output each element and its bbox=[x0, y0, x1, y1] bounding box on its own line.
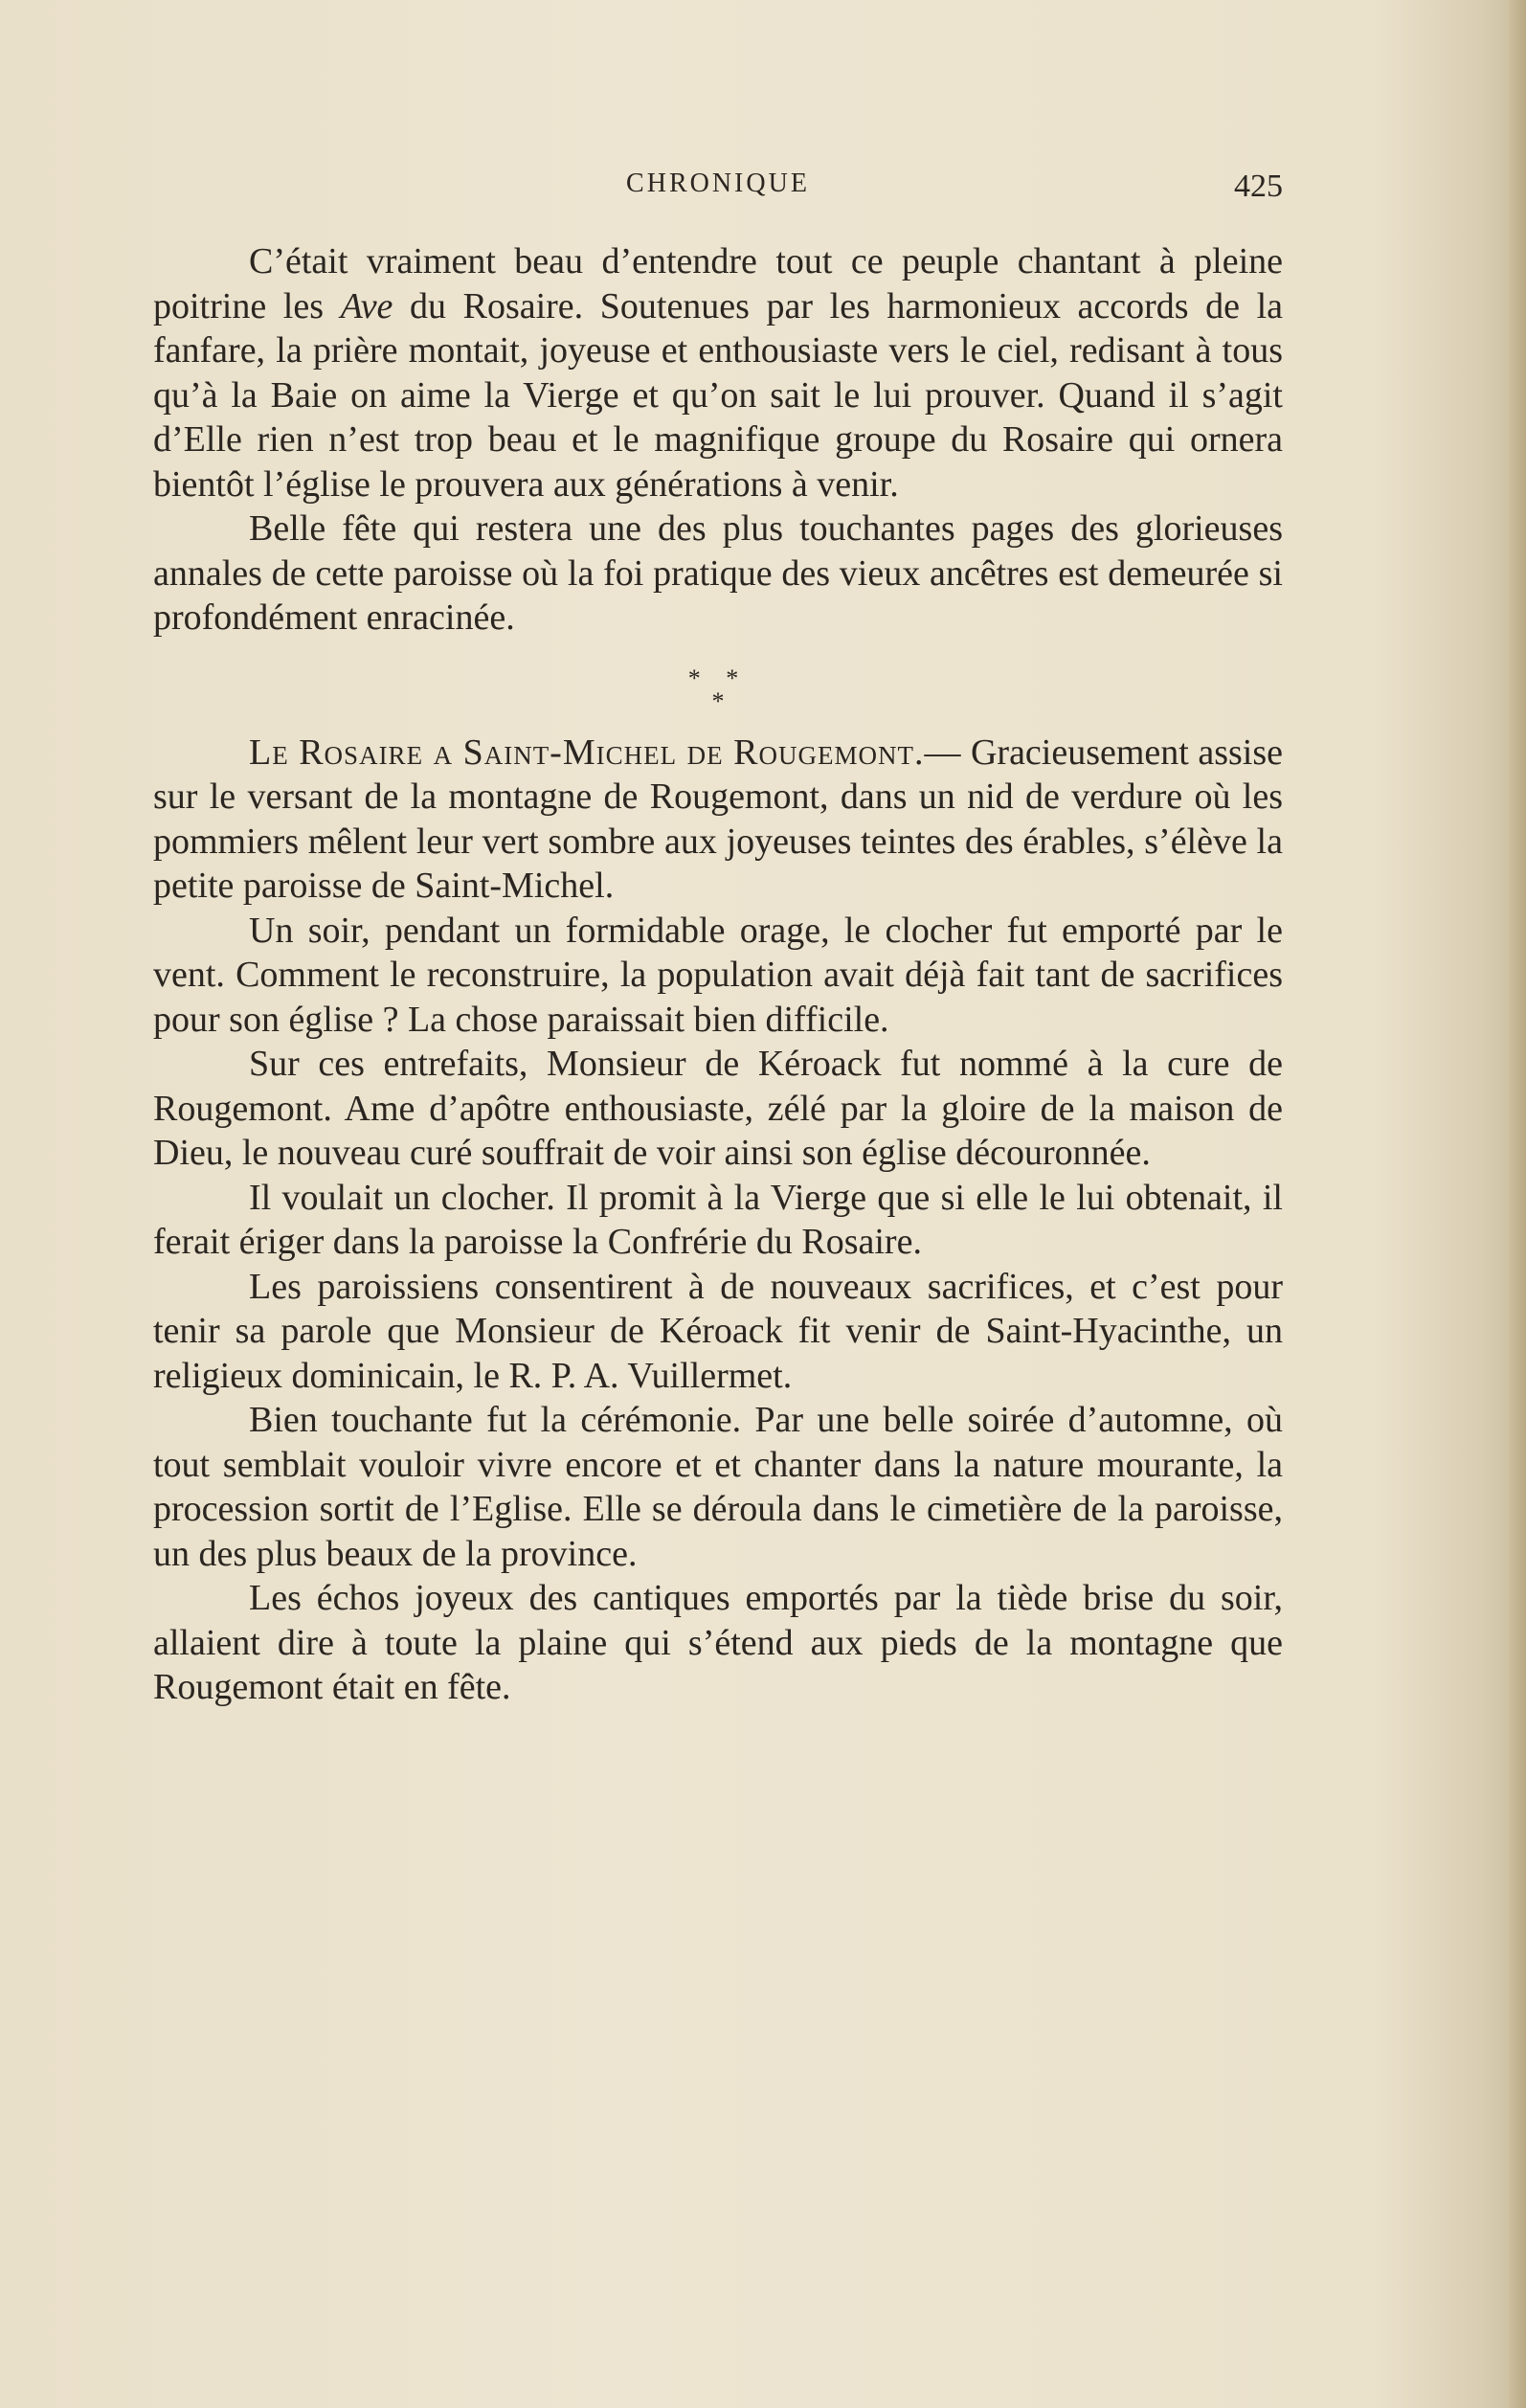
paragraph: Belle fête qui restera une des plus touchantes pages des glorieuses annales de cette paroisse où la foi pratique des vieux ancêtres est demeurée si profondément enracinée. bbox=[153, 508, 1283, 638]
page-edge bbox=[1509, 0, 1526, 2408]
running-title: CHRONIQUE bbox=[626, 169, 810, 198]
paragraph: Il voulait un clocher. Il promit à la Vierge que si elle le lui obtenait, il ferait ériger dans la paroisse la Confrérie du Rosaire. bbox=[153, 1177, 1283, 1262]
paragraph: Bien touchante fut la cérémonie. Par une belle soirée d’automne, où tout semblait vouloir vivre encore et et chanter dans la nature mourante, la procession sortit de l’Eglise. Elle se déroula dans le cimetière de la paroisse, un des plus beaux de la province. bbox=[153, 1400, 1283, 1574]
page-number: 425 bbox=[1234, 169, 1283, 204]
paragraph bbox=[153, 239, 1283, 506]
paragraph bbox=[153, 731, 1283, 909]
paragraph-text: du Rosaire. Soutenues par les harmonieux accords de la fanfare, la prière montait, joyeuse et enthousiaste vers le ciel, redisant à tous qu’à la Baie on aime la Vierge et qu’on sait le lui prouver. Quand il s’agit d’Elle rien n’est trop beau et le magnifique groupe du Rosaire qui ornera bientôt l’église le prouvera aux générations à venir. bbox=[153, 285, 1284, 505]
page-body bbox=[153, 239, 1283, 1710]
paragraph-text: C’était vraiment beau d’entendre tout ce peuple chantant à pleine poitrine les bbox=[153, 241, 1283, 326]
section-title: Le Rosaire a Saint-Michel de Rougemont.— bbox=[249, 731, 962, 773]
paragraph: Les paroissiens consentirent à de nouveaux sacrifices, et c’est pour tenir sa parole que Monsieur de Kéroack fit venir de Saint-Hyacinthe, un religieux dominicain, le R. P. A. Vuillermet. bbox=[153, 1266, 1283, 1396]
paragraph: Un soir, pendant un formidable orage, le clocher fut emporté par le vent. Comment le reconstruire, la population avait déjà fait tant de sacrifices pour son église ? La chose paraissait bien difficile. bbox=[153, 910, 1283, 1040]
paragraph-text: Gracieusement assise sur le versant de la montagne de Rougemont, dans un nid de verdure où les pommiers mêlent leur vert sombre aux joyeuses teintes des érables, s’élève la petite paroisse de Saint-Michel. bbox=[153, 731, 1284, 906]
asterism-divider bbox=[153, 664, 1283, 715]
paragraph: Sur ces entrefaits, Monsieur de Kéroack fut nommé à la cure de Rougemont. Ame d’apôtre enthousiaste, zélé par la gloire de la maison de Dieu, le nouveau curé souffrait de voir ainsi son église découronnée. bbox=[153, 1044, 1283, 1173]
paragraph: Les échos joyeux des cantiques emportés par la tiède brise du soir, allaient dire à toute la plaine qui s’étend aux pieds de la montagne que Rougemont était en fête. bbox=[153, 1578, 1283, 1707]
asterism-row: * * bbox=[687, 664, 749, 692]
page-header bbox=[153, 169, 1283, 207]
asterism-row: * bbox=[711, 686, 725, 715]
italic-word: Ave bbox=[340, 285, 393, 326]
